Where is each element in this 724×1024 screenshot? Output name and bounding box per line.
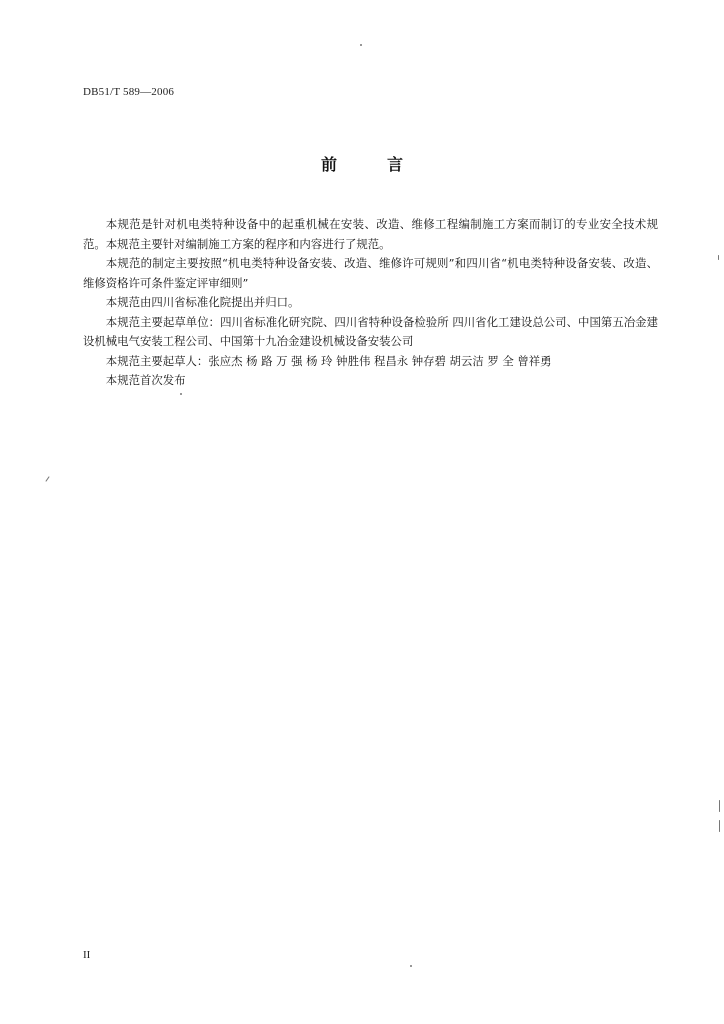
page-title <box>0 152 724 175</box>
scan-speck <box>718 255 719 260</box>
paragraph-basis: 本规范的制定主要按照“机电类特种设备安装、改造、维修许可规则”和四川省“机电类特种设备安装、改造、维修资格许可条件鉴定评审细则” <box>83 256 658 290</box>
paragraph-first-release: 本规范首次发布 <box>105 373 186 387</box>
foreword-body <box>83 215 658 391</box>
paragraph-drafting-units: 本规范主要起草单位：四川省标准化研究院、四川省特种设备检验所 四川省化工建设总公司、中国第五冶金建设机械电气安装工程公司、中国第十九冶金建设机械设备安装公司 <box>83 314 658 348</box>
paragraph-drafters: 本规范主要起草人：张应杰 杨 路 万 强 杨 玲 钟胜伟 程昌永 钟存碧 胡云洁 罗 全 曾祥勇 <box>105 353 552 368</box>
scan-speck <box>45 476 49 481</box>
title-char-2: 言 <box>387 155 404 174</box>
paragraph-proposer: 本规范由四川省标准化院提出并归口。 <box>105 295 300 309</box>
scan-speck <box>410 965 412 967</box>
page-number: II <box>83 949 91 961</box>
paragraph-scope: 本规范是针对机电类特种设备中的起重机械在安装、改造、维修工程编制施工方案而制订的专业安全技术规范。本规范主要针对编制施工方案的程序和内容进行了规范。 <box>83 217 658 251</box>
document-code: DB51/T 589—2006 <box>83 86 175 98</box>
scan-speck <box>719 820 720 832</box>
scan-speck <box>180 393 182 395</box>
title-char-1: 前 <box>320 155 337 174</box>
scan-speck <box>719 800 720 812</box>
scan-speck <box>360 44 362 46</box>
